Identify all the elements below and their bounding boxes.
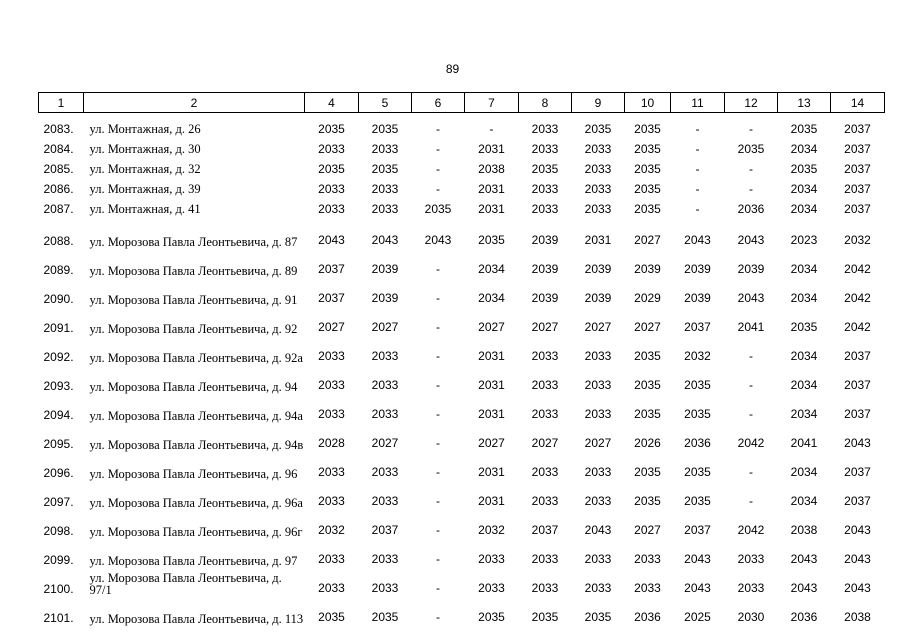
column-header: 10 bbox=[625, 93, 671, 113]
year-cell: 2033 bbox=[531, 202, 559, 216]
year-cell: - bbox=[436, 407, 440, 421]
year-cell: 2043 bbox=[844, 523, 871, 537]
year-cell: 2042 bbox=[737, 523, 765, 537]
year-cell: 2035 bbox=[790, 320, 818, 334]
year-cell: 2033 bbox=[584, 581, 612, 595]
year-cell: 2034 bbox=[790, 142, 818, 156]
column-header: 6 bbox=[412, 93, 465, 113]
column-header: 2 bbox=[84, 93, 305, 113]
year-cell: 2039 bbox=[634, 262, 661, 276]
year-cell: 2043 bbox=[844, 436, 871, 450]
year-cell: 2033 bbox=[478, 552, 505, 566]
address-cell: ул. Морозова Павла Леонтьевича, д. 92а bbox=[89, 351, 303, 365]
year-cell: 2035 bbox=[371, 122, 399, 136]
table-body bbox=[39, 113, 885, 626]
address-cell: ул. Монтажная, д. 41 bbox=[89, 202, 201, 216]
year-cell: 2043 bbox=[684, 233, 711, 247]
year-cell: 2035 bbox=[371, 610, 399, 624]
year-cell: 2035 bbox=[634, 465, 661, 479]
year-cell: 2035 bbox=[737, 142, 765, 156]
schedule-table bbox=[38, 92, 885, 625]
year-cell: 2042 bbox=[737, 436, 765, 450]
year-cell: - bbox=[436, 378, 440, 392]
year-cell: 2033 bbox=[584, 162, 612, 176]
year-cell: 2033 bbox=[531, 122, 559, 136]
year-cell: 2035 bbox=[634, 407, 661, 421]
row-number: 2098. bbox=[43, 524, 74, 538]
year-cell: 2037 bbox=[844, 122, 871, 136]
column-header: 13 bbox=[778, 93, 831, 113]
year-cell: 2037 bbox=[844, 162, 871, 176]
year-cell: 2029 bbox=[634, 291, 661, 305]
column-header: 14 bbox=[831, 93, 885, 113]
year-cell: - bbox=[436, 182, 440, 196]
year-cell: 2033 bbox=[371, 465, 399, 479]
row-number: 2100. bbox=[43, 582, 74, 596]
year-cell: 2034 bbox=[790, 182, 818, 196]
table-row bbox=[39, 248, 885, 277]
year-cell: 2035 bbox=[318, 122, 345, 136]
year-cell: 2037 bbox=[684, 523, 711, 537]
table-row bbox=[39, 179, 885, 199]
column-header: 1 bbox=[39, 93, 84, 113]
year-cell: 2033 bbox=[318, 378, 345, 392]
year-cell: 2037 bbox=[531, 523, 559, 537]
year-cell: 2043 bbox=[371, 233, 399, 247]
year-cell: 2035 bbox=[790, 162, 818, 176]
year-cell: 2036 bbox=[634, 610, 661, 624]
year-cell: 2038 bbox=[844, 610, 871, 624]
year-cell: 2035 bbox=[371, 162, 399, 176]
year-cell: 2036 bbox=[790, 610, 818, 624]
row-number: 2099. bbox=[43, 553, 74, 567]
year-cell: 2037 bbox=[844, 494, 871, 508]
year-cell: 2037 bbox=[844, 142, 871, 156]
year-cell: 2027 bbox=[634, 320, 661, 334]
table-row bbox=[39, 139, 885, 159]
year-cell: 2033 bbox=[584, 494, 612, 508]
year-cell: 2033 bbox=[584, 552, 612, 566]
year-cell: 2033 bbox=[584, 142, 612, 156]
year-cell: 2033 bbox=[371, 494, 399, 508]
table-row bbox=[39, 277, 885, 306]
row-number: 2095. bbox=[43, 437, 74, 451]
year-cell: 2033 bbox=[584, 465, 612, 479]
year-cell: - bbox=[436, 320, 440, 334]
year-cell: 2035 bbox=[634, 122, 661, 136]
year-cell: 2033 bbox=[318, 581, 345, 595]
year-cell: - bbox=[436, 262, 440, 276]
year-cell: 2033 bbox=[531, 465, 559, 479]
year-cell: 2035 bbox=[634, 494, 661, 508]
year-cell: - bbox=[436, 465, 440, 479]
year-cell: - bbox=[749, 122, 753, 136]
year-cell: 2027 bbox=[478, 436, 505, 450]
year-cell: - bbox=[436, 581, 440, 595]
year-cell: - bbox=[749, 407, 753, 421]
column-header: 11 bbox=[671, 93, 725, 113]
year-cell: 2037 bbox=[844, 182, 871, 196]
year-cell: 2031 bbox=[478, 494, 505, 508]
year-cell: - bbox=[436, 494, 440, 508]
year-cell: 2033 bbox=[318, 182, 345, 196]
address-cell: ул. Морозова Павла Леонтьевича, д. 97 bbox=[89, 554, 298, 568]
year-cell: 2033 bbox=[531, 349, 559, 363]
year-cell: 2033 bbox=[531, 378, 559, 392]
year-cell: 2025 bbox=[684, 610, 711, 624]
year-cell: 2034 bbox=[790, 494, 818, 508]
year-cell: 2038 bbox=[790, 523, 818, 537]
year-cell: 2033 bbox=[531, 494, 559, 508]
year-cell: 2034 bbox=[790, 349, 818, 363]
year-cell: 2039 bbox=[371, 291, 399, 305]
year-cell: 2042 bbox=[844, 262, 871, 276]
address-cell: ул. Морозова Павла Леонтьевича, д. 94а bbox=[89, 409, 303, 423]
year-cell: - bbox=[436, 552, 440, 566]
year-cell: 2033 bbox=[371, 182, 399, 196]
year-cell: 2037 bbox=[684, 320, 711, 334]
table-row bbox=[39, 393, 885, 422]
year-cell: 2027 bbox=[371, 436, 399, 450]
address-cell: ул. Морозова Павла Леонтьевича, д. 96г bbox=[89, 525, 303, 539]
table-row bbox=[39, 159, 885, 179]
year-cell: 2035 bbox=[584, 122, 612, 136]
row-number: 2087. bbox=[43, 202, 74, 216]
address-cell: ул. Морозова Павла Леонтьевича, д. 94в bbox=[89, 438, 304, 452]
table-row bbox=[39, 509, 885, 538]
year-cell: 2033 bbox=[531, 581, 559, 595]
year-cell: 2032 bbox=[684, 349, 711, 363]
address-cell: ул. Монтажная, д. 26 bbox=[89, 122, 201, 136]
year-cell: 2035 bbox=[531, 610, 559, 624]
year-cell: - bbox=[695, 182, 700, 196]
year-cell: 2035 bbox=[684, 494, 711, 508]
year-cell: 2031 bbox=[478, 407, 505, 421]
year-cell: 2037 bbox=[844, 378, 871, 392]
header-row bbox=[39, 93, 885, 113]
year-cell: 2035 bbox=[790, 122, 818, 136]
year-cell: 2033 bbox=[318, 142, 345, 156]
table-row bbox=[39, 538, 885, 567]
year-cell: 2033 bbox=[318, 202, 345, 216]
table-row bbox=[39, 596, 885, 625]
year-cell: 2033 bbox=[584, 182, 612, 196]
year-cell: 2033 bbox=[531, 182, 559, 196]
year-cell: 2035 bbox=[634, 202, 661, 216]
year-cell: 2033 bbox=[318, 552, 345, 566]
year-cell: 2033 bbox=[531, 142, 559, 156]
year-cell: 2030 bbox=[737, 610, 765, 624]
year-cell: 2027 bbox=[634, 233, 661, 247]
year-cell: 2035 bbox=[634, 378, 661, 392]
year-cell: 2035 bbox=[531, 162, 559, 176]
year-cell: 2031 bbox=[478, 349, 505, 363]
table-row bbox=[39, 119, 885, 139]
year-cell: 2037 bbox=[318, 262, 345, 276]
table-row bbox=[39, 422, 885, 451]
address-cell: ул. Монтажная, д. 30 bbox=[89, 142, 201, 156]
year-cell: 2031 bbox=[584, 233, 612, 247]
year-cell: 2034 bbox=[790, 291, 818, 305]
year-cell: 2043 bbox=[737, 233, 765, 247]
row-number: 2093. bbox=[43, 379, 74, 393]
year-cell: 2033 bbox=[318, 349, 345, 363]
table-row bbox=[39, 364, 885, 393]
year-cell: 2027 bbox=[584, 436, 612, 450]
row-number: 2097. bbox=[43, 495, 74, 509]
year-cell: 2033 bbox=[531, 407, 559, 421]
year-cell: 2032 bbox=[844, 233, 871, 247]
year-cell: 2033 bbox=[318, 407, 345, 421]
year-cell: 2035 bbox=[634, 142, 661, 156]
year-cell: 2035 bbox=[478, 610, 505, 624]
year-cell: - bbox=[749, 465, 753, 479]
year-cell: 2039 bbox=[684, 262, 711, 276]
address-cell: ул. Монтажная, д. 32 bbox=[89, 162, 201, 176]
year-cell: - bbox=[695, 122, 700, 136]
year-cell: 2034 bbox=[478, 291, 505, 305]
address-cell: ул. Монтажная, д. 39 bbox=[89, 182, 201, 196]
row-number: 2088. bbox=[43, 234, 74, 248]
year-cell: 2042 bbox=[844, 291, 871, 305]
row-number: 2089. bbox=[43, 263, 74, 277]
year-cell: 2033 bbox=[371, 349, 399, 363]
year-cell: - bbox=[489, 122, 494, 136]
address-cell: ул. Морозова Павла Леонтьевича, д. 113 bbox=[89, 612, 304, 626]
row-number: 2090. bbox=[43, 292, 74, 306]
table-row bbox=[39, 335, 885, 364]
address-cell: ул. Морозова Павла Леонтьевича, д. 87 bbox=[89, 235, 298, 249]
year-cell: 2023 bbox=[790, 233, 818, 247]
year-cell: 2037 bbox=[318, 291, 345, 305]
year-cell: 2032 bbox=[478, 523, 505, 537]
year-cell: 2035 bbox=[684, 378, 711, 392]
row-number: 2083. bbox=[43, 122, 74, 136]
year-cell: - bbox=[436, 610, 440, 624]
address-cell: ул. Морозова Павла Леонтьевича, д. 89 bbox=[89, 264, 298, 278]
year-cell: 2034 bbox=[478, 262, 505, 276]
year-cell: 2033 bbox=[478, 581, 505, 595]
year-cell: 2033 bbox=[371, 581, 399, 595]
year-cell: 2034 bbox=[790, 202, 818, 216]
column-header: 4 bbox=[305, 93, 359, 113]
year-cell: 2033 bbox=[584, 378, 612, 392]
table-row bbox=[39, 480, 885, 509]
year-cell: 2043 bbox=[684, 552, 711, 566]
year-cell: 2043 bbox=[790, 552, 818, 566]
year-cell: 2027 bbox=[584, 320, 612, 334]
year-cell: - bbox=[436, 523, 440, 537]
row-number: 2086. bbox=[43, 182, 74, 196]
year-cell: 2031 bbox=[478, 378, 505, 392]
year-cell: 2034 bbox=[790, 407, 818, 421]
address-cell: ул. Морозова Павла Леонтьевича, д. 92 bbox=[89, 322, 298, 336]
year-cell: 2033 bbox=[634, 581, 661, 595]
year-cell: 2027 bbox=[531, 320, 559, 334]
year-cell: 2033 bbox=[318, 494, 345, 508]
year-cell: 2041 bbox=[737, 320, 765, 334]
year-cell: 2039 bbox=[531, 262, 559, 276]
year-cell: - bbox=[436, 122, 440, 136]
column-header: 9 bbox=[572, 93, 625, 113]
year-cell: 2039 bbox=[371, 262, 399, 276]
year-cell: 2037 bbox=[844, 349, 871, 363]
year-cell: 2039 bbox=[531, 291, 559, 305]
year-cell: 2034 bbox=[790, 378, 818, 392]
table-row bbox=[39, 306, 885, 335]
year-cell: 2027 bbox=[634, 523, 661, 537]
year-cell: 2039 bbox=[584, 291, 612, 305]
year-cell: 2039 bbox=[584, 262, 612, 276]
address-cell: ул. Морозова Павла Леонтьевича, д. 94 bbox=[89, 380, 298, 394]
year-cell: 2031 bbox=[478, 142, 505, 156]
year-cell: 2043 bbox=[684, 581, 711, 595]
year-cell: 2037 bbox=[371, 523, 399, 537]
year-cell: 2035 bbox=[634, 349, 661, 363]
column-header: 12 bbox=[725, 93, 778, 113]
year-cell: 2027 bbox=[318, 320, 345, 334]
year-cell: 2041 bbox=[790, 436, 818, 450]
year-cell: 2043 bbox=[318, 233, 345, 247]
year-cell: 2033 bbox=[737, 552, 765, 566]
year-cell: 2033 bbox=[371, 142, 399, 156]
year-cell: 2039 bbox=[737, 262, 765, 276]
year-cell: - bbox=[695, 162, 700, 176]
year-cell: 2031 bbox=[478, 465, 505, 479]
year-cell: 2027 bbox=[531, 436, 559, 450]
year-cell: 2033 bbox=[584, 407, 612, 421]
year-cell: 2033 bbox=[584, 349, 612, 363]
address-cell: ул. Морозова Павла Леонтьевича, д. 97/1 bbox=[89, 571, 282, 597]
year-cell: 2037 bbox=[844, 407, 871, 421]
year-cell: 2028 bbox=[318, 436, 345, 450]
row-number: 2094. bbox=[43, 408, 74, 422]
year-cell: 2039 bbox=[531, 233, 559, 247]
year-cell: 2033 bbox=[371, 202, 399, 216]
year-cell: 2033 bbox=[634, 552, 661, 566]
table-row bbox=[39, 199, 885, 219]
column-header: 5 bbox=[359, 93, 412, 113]
year-cell: 2035 bbox=[318, 610, 345, 624]
year-cell: - bbox=[436, 291, 440, 305]
column-header: 8 bbox=[519, 93, 572, 113]
row-number: 2091. bbox=[43, 321, 74, 335]
year-cell: 2033 bbox=[737, 581, 765, 595]
year-cell: 2034 bbox=[790, 262, 818, 276]
row-number: 2092. bbox=[43, 350, 74, 364]
year-cell: 2035 bbox=[634, 162, 661, 176]
year-cell: 2038 bbox=[478, 162, 505, 176]
year-cell: 2032 bbox=[318, 523, 345, 537]
year-cell: 2043 bbox=[424, 233, 452, 247]
year-cell: 2033 bbox=[584, 202, 612, 216]
year-cell: - bbox=[749, 182, 753, 196]
address-cell: ул. Морозова Павла Леонтьевича, д. 91 bbox=[89, 293, 298, 307]
year-cell: - bbox=[695, 202, 700, 216]
year-cell: 2035 bbox=[478, 233, 505, 247]
year-cell: 2039 bbox=[684, 291, 711, 305]
year-cell: 2035 bbox=[424, 202, 452, 216]
year-cell: 2042 bbox=[844, 320, 871, 334]
row-number: 2085. bbox=[43, 162, 74, 176]
year-cell: 2043 bbox=[584, 523, 612, 537]
year-cell: - bbox=[436, 142, 440, 156]
year-cell: 2043 bbox=[790, 581, 818, 595]
column-header: 7 bbox=[465, 93, 519, 113]
year-cell: 2031 bbox=[478, 182, 505, 196]
year-cell: - bbox=[436, 162, 440, 176]
table-row bbox=[39, 219, 885, 248]
year-cell: 2033 bbox=[371, 407, 399, 421]
year-cell: - bbox=[749, 349, 753, 363]
year-cell: - bbox=[749, 494, 753, 508]
year-cell: 2043 bbox=[737, 291, 765, 305]
address-cell: ул. Морозова Павла Леонтьевича, д. 96а bbox=[89, 496, 303, 510]
year-cell: - bbox=[436, 349, 440, 363]
year-cell: 2033 bbox=[371, 378, 399, 392]
year-cell: 2027 bbox=[478, 320, 505, 334]
year-cell: 2035 bbox=[634, 182, 661, 196]
year-cell: 2026 bbox=[634, 436, 661, 450]
year-cell: 2037 bbox=[844, 465, 871, 479]
year-cell: 2036 bbox=[737, 202, 765, 216]
year-cell: 2027 bbox=[371, 320, 399, 334]
row-number: 2101. bbox=[43, 611, 74, 625]
row-number: 2096. bbox=[43, 466, 74, 480]
year-cell: 2033 bbox=[318, 465, 345, 479]
year-cell: 2035 bbox=[684, 465, 711, 479]
year-cell: 2034 bbox=[790, 465, 818, 479]
row-number: 2084. bbox=[43, 142, 74, 156]
year-cell: - bbox=[695, 142, 700, 156]
year-cell: 2035 bbox=[684, 407, 711, 421]
year-cell: 2033 bbox=[531, 552, 559, 566]
page-number: 89 bbox=[445, 62, 460, 76]
table-row bbox=[39, 567, 885, 596]
year-cell: 2043 bbox=[844, 552, 871, 566]
year-cell: 2031 bbox=[478, 202, 505, 216]
year-cell: - bbox=[436, 436, 440, 450]
year-cell: 2035 bbox=[318, 162, 345, 176]
year-cell: 2033 bbox=[371, 552, 399, 566]
address-cell: ул. Морозова Павла Леонтьевича, д. 96 bbox=[89, 467, 298, 481]
year-cell: 2043 bbox=[844, 581, 871, 595]
table-row bbox=[39, 451, 885, 480]
year-cell: - bbox=[749, 162, 753, 176]
year-cell: 2036 bbox=[684, 436, 711, 450]
year-cell: 2035 bbox=[584, 610, 612, 624]
year-cell: 2037 bbox=[844, 202, 871, 216]
year-cell: - bbox=[749, 378, 753, 392]
